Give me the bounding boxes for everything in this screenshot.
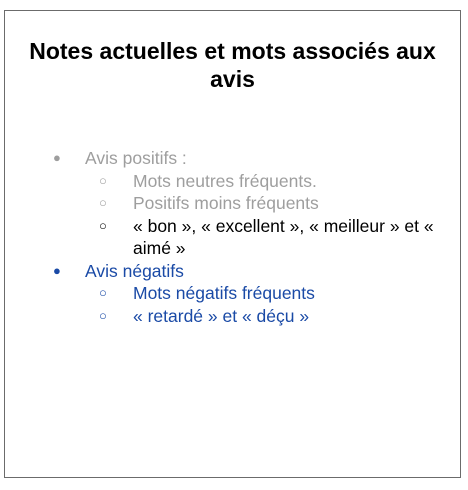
bullet-dot-icon: ● <box>53 150 61 165</box>
list-item-label: Avis positifs : <box>85 148 187 168</box>
sub-item-positive-words <box>49 215 449 260</box>
slide <box>4 10 461 478</box>
slide-title: Notes actuelles et mots associés aux avis <box>29 38 436 92</box>
sub-item-label: « retardé » et « déçu » <box>133 305 310 326</box>
sub-item-label: Positifs moins fréquents <box>133 193 319 213</box>
sub-item-label: Mots négatifs fréquents <box>133 283 315 303</box>
bullet-dot-icon: ● <box>53 262 61 278</box>
sub-item-negative-words <box>49 305 449 328</box>
sub-item-label: Mots neutres fréquents. <box>133 170 317 191</box>
bullet-circle-icon: ○ <box>99 285 107 300</box>
sub-item-neutral-words <box>49 170 449 193</box>
sub-item-label: « bon », « excellent », « meilleur » et « aimé » <box>133 215 434 258</box>
bullet-circle-icon: ○ <box>99 307 107 323</box>
bullet-circle-icon: ○ <box>99 195 107 210</box>
sub-item-negative-frequent <box>49 282 449 305</box>
bullet-list <box>49 147 449 327</box>
bullet-circle-icon: ○ <box>99 172 107 188</box>
bullet-circle-icon: ○ <box>99 217 107 233</box>
list-item-label: Avis négatifs <box>85 260 184 281</box>
list-item-negative <box>49 260 449 283</box>
sub-item-positive-less <box>49 192 449 215</box>
list-item-positive <box>49 147 449 170</box>
